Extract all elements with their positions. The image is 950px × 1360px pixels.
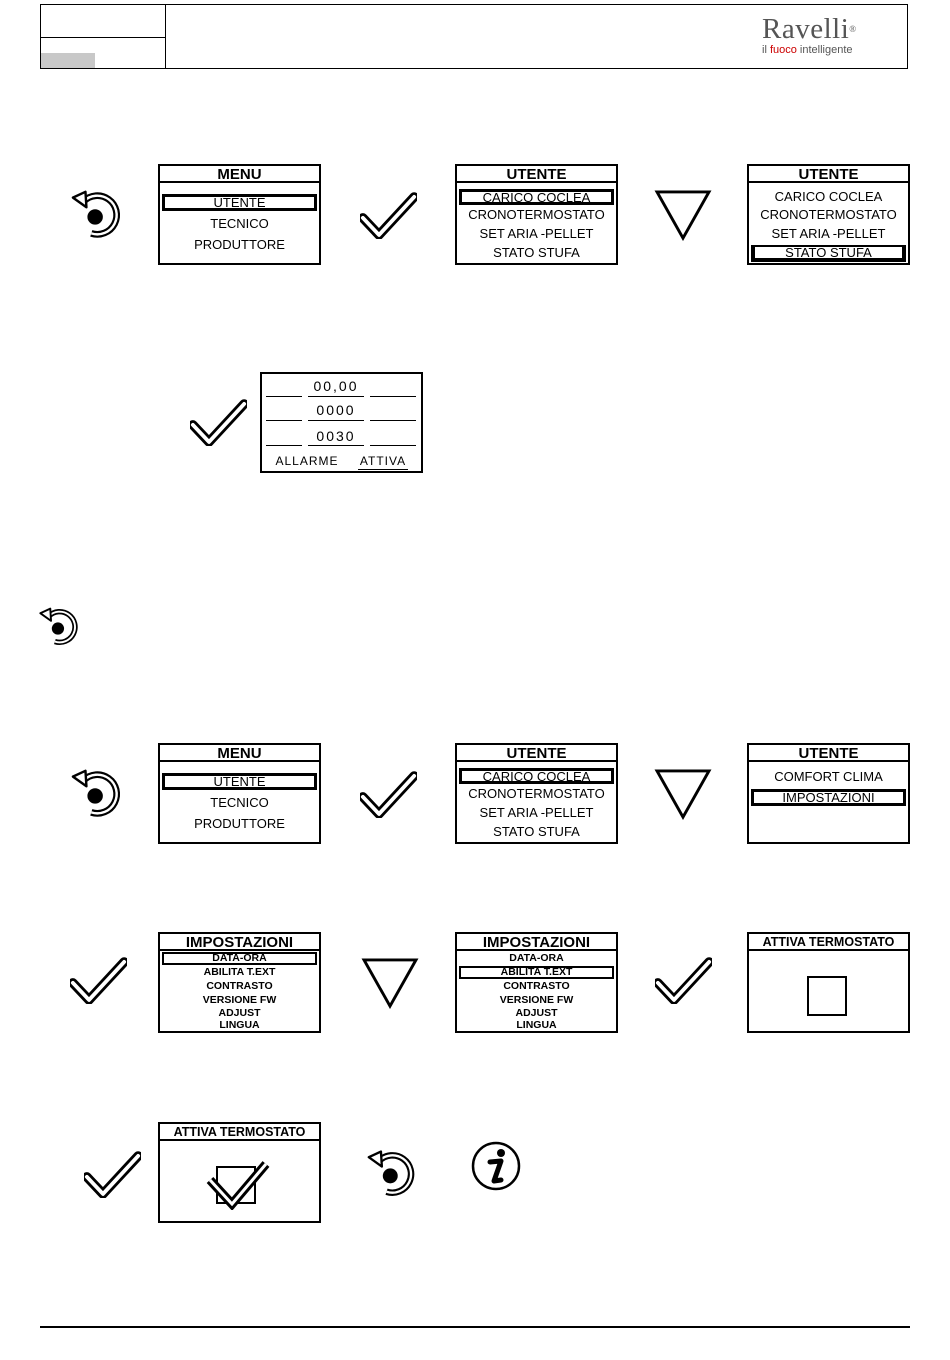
lcd-title: ATTIVA TERMOSTATO: [749, 934, 908, 951]
lcd-impostazioni: [158, 932, 321, 1033]
back-icon: [38, 604, 84, 650]
back-icon: [70, 765, 128, 823]
lcd-title: ATTIVA TERMOSTATO: [160, 1124, 319, 1141]
check-icon: [70, 956, 127, 1004]
lcd-title: UTENTE: [749, 166, 908, 183]
imp-item-abilita-text[interactable]: ABILITA T.EXT: [203, 966, 276, 978]
menu-item-utente[interactable]: UTENTE: [162, 194, 317, 211]
utente-item-set-aria-pellet[interactable]: SET ARIA -PELLET: [479, 226, 594, 241]
check-icon: [84, 1150, 141, 1198]
lcd-menu: [158, 164, 321, 265]
lcd-title: UTENTE: [457, 745, 616, 762]
imp-item-versione-fw[interactable]: VERSIONE FW: [202, 994, 277, 1006]
status-value-1: 00,00: [313, 378, 359, 394]
brand-logo: [762, 14, 902, 56]
utente-item-stato-stufa[interactable]: STATO STUFA: [751, 245, 906, 262]
back-icon: [366, 1146, 422, 1202]
status-right-label: ATTIVA: [359, 454, 407, 468]
imp-item-adjust[interactable]: ADJUST: [218, 1007, 261, 1019]
utente-item-carico-coclea[interactable]: CARICO COCLEA: [774, 189, 883, 204]
brand-name: Ravelli: [762, 13, 850, 45]
lcd-attiva-termostato: [747, 932, 910, 1033]
utente-item-stato-stufa[interactable]: STATO STUFA: [493, 245, 580, 260]
menu-item-produttore[interactable]: PRODUTTORE: [194, 237, 285, 252]
status-value-3: 0030: [316, 428, 356, 444]
menu-item-utente[interactable]: UTENTE: [162, 773, 317, 790]
thermostat-checkbox[interactable]: [807, 976, 847, 1016]
lcd-title: MENU: [160, 745, 319, 762]
imp-item-adjust[interactable]: ADJUST: [515, 1007, 558, 1019]
down-triangle-icon: [361, 957, 419, 1009]
lcd-utente: [747, 164, 910, 265]
lcd-title: UTENTE: [457, 166, 616, 183]
imp-item-lingua[interactable]: LINGUA: [516, 1019, 557, 1031]
imp-item-versione-fw[interactable]: VERSIONE FW: [499, 994, 574, 1006]
lcd-title: UTENTE: [749, 745, 908, 762]
lcd-attiva-termostato: [158, 1122, 321, 1223]
menu-item-tecnico[interactable]: TECNICO: [210, 795, 269, 810]
lcd-utente: [455, 164, 618, 265]
utente-item-set-aria-pellet[interactable]: SET ARIA -PELLET: [771, 226, 886, 241]
lcd-utente: [747, 743, 910, 844]
menu-item-tecnico[interactable]: TECNICO: [210, 216, 269, 231]
check-icon: [360, 770, 417, 818]
imp-item-data-ora[interactable]: DATA-ORA: [509, 952, 564, 964]
brand-tagline: il fuoco intelligente: [762, 44, 853, 56]
menu-item-produttore[interactable]: PRODUTTORE: [194, 816, 285, 831]
imp-item-data-ora[interactable]: DATA-ORA: [162, 952, 317, 965]
header-cell-divider: [40, 37, 166, 38]
info-icon: [470, 1140, 522, 1192]
status-left-label: ALLARME: [275, 454, 339, 468]
utente-item-cronotermostato[interactable]: CRONOTERMOSTATO: [760, 207, 897, 222]
checkmark-icon: [206, 1160, 270, 1210]
utente-item-set-aria-pellet[interactable]: SET ARIA -PELLET: [479, 805, 594, 820]
down-triangle-icon: [654, 189, 712, 241]
lcd-title: IMPOSTAZIONI: [160, 934, 319, 951]
utente-item-cronotermostato[interactable]: CRONOTERMOSTATO: [468, 786, 605, 801]
check-icon: [655, 956, 712, 1004]
lcd-title: IMPOSTAZIONI: [457, 934, 616, 951]
header-gray-block: [41, 53, 95, 68]
brand-registered: ®: [849, 24, 857, 34]
check-icon: [190, 398, 247, 446]
lcd-stato-stufa: [260, 372, 423, 473]
utente-item-comfort-clima[interactable]: COMFORT CLIMA: [774, 769, 883, 784]
check-icon: [360, 191, 417, 239]
utente-item-cronotermostato[interactable]: CRONOTERMOSTATO: [468, 207, 605, 222]
back-icon: [70, 186, 128, 244]
utente-item-stato-stufa[interactable]: STATO STUFA: [493, 824, 580, 839]
utente-item-impostazioni[interactable]: IMPOSTAZIONI: [751, 789, 906, 806]
imp-item-abilita-text[interactable]: ABILITA T.EXT: [459, 966, 614, 979]
utente-item-carico-coclea[interactable]: CARICO COCLEA: [459, 768, 614, 784]
lcd-title: MENU: [160, 166, 319, 183]
imp-item-contrasto[interactable]: CONTRASTO: [503, 980, 570, 992]
footer-rule: [40, 1326, 910, 1328]
imp-item-contrasto[interactable]: CONTRASTO: [206, 980, 273, 992]
utente-item-carico-coclea[interactable]: CARICO COCLEA: [459, 189, 614, 205]
down-triangle-icon: [654, 768, 712, 820]
imp-item-lingua[interactable]: LINGUA: [219, 1019, 260, 1031]
lcd-impostazioni: [455, 932, 618, 1033]
lcd-utente: [455, 743, 618, 844]
lcd-menu: [158, 743, 321, 844]
status-value-2: 0000: [316, 402, 356, 418]
